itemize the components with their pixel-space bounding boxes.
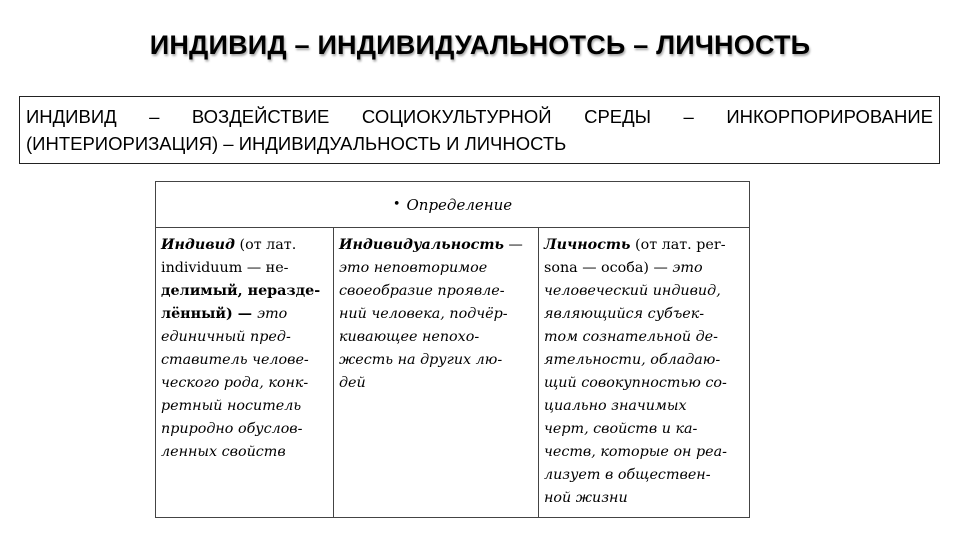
column-individualnost <box>334 228 539 517</box>
column-line: своеобразие проявле- <box>339 283 505 299</box>
table-header-label: Определение <box>406 195 513 214</box>
column-line <box>544 257 745 280</box>
column-lichnost <box>539 228 749 517</box>
text-fragment: — <box>503 237 523 253</box>
text-fragment: sona — особа) — <box>544 260 673 276</box>
column-line: делимый, неразде- <box>161 283 321 299</box>
table-body <box>156 228 749 517</box>
column-line: ческого рода, конк- <box>161 375 309 391</box>
column-line <box>544 234 745 257</box>
column-line: жесть на других лю- <box>339 352 503 368</box>
column-line: щий совокупностью со- <box>544 375 727 391</box>
column-line: ний человека, подчёр- <box>339 306 508 322</box>
text-fragment: это <box>257 306 288 322</box>
column-line: являющийся субъек- <box>544 306 705 322</box>
column-line: ретный носитель <box>161 398 302 414</box>
text-fragment: лённый) — <box>161 306 258 322</box>
text-fragment: это <box>672 260 703 276</box>
column-line: том сознательной де- <box>544 329 718 345</box>
column-line: честв, которые он реа- <box>544 444 727 460</box>
intro-line-2: (ИНТЕРИОРИЗАЦИЯ) – ИНДИВИДУАЛЬНОСТЬ И ЛИЧНОСТЬ <box>26 133 567 154</box>
term-individ: Индивид <box>161 237 235 253</box>
column-individ <box>156 228 334 517</box>
bullet-icon: • <box>392 197 401 212</box>
definition-table <box>155 181 750 518</box>
intro-dash: – <box>683 106 694 127</box>
column-line: кивающее непохо- <box>339 329 480 345</box>
column-line: ятельности, обладаю- <box>544 352 721 368</box>
column-line: дей <box>339 375 366 391</box>
intro-box <box>19 96 940 164</box>
column-line <box>161 303 329 326</box>
intro-word: ВОЗДЕЙСТВИЕ <box>191 106 330 127</box>
column-line <box>161 234 329 257</box>
text-fragment: (от лат. per- <box>630 237 726 253</box>
column-line: лизует в обществен- <box>544 467 711 483</box>
table-header <box>156 182 749 228</box>
term-lichnost: Личность <box>544 237 631 253</box>
column-line: individuum — не- <box>161 260 289 276</box>
column-line: черт, свойств и ка- <box>544 421 698 437</box>
text-fragment: (от лат. <box>235 237 297 253</box>
column-line: природно обуслов- <box>161 421 303 437</box>
slide-title: ИНДИВИД – ИНДИВИДУАЛЬНОТСЬ – ЛИЧНОСТЬ <box>149 30 811 60</box>
intro-word: ИНКОРПОРИРОВАНИЕ <box>726 106 933 127</box>
column-line <box>339 234 534 257</box>
term-individualnost: Индивидуальность <box>339 237 504 253</box>
intro-word: ИНДИВИД <box>26 106 117 127</box>
intro-word: СОЦИОКУЛЬТУРНОЙ <box>361 106 552 127</box>
column-line: ставитель челове- <box>161 352 309 368</box>
intro-dash: – <box>149 106 160 127</box>
column-line: ной жизни <box>544 490 628 506</box>
column-line: ленных свойств <box>161 444 286 460</box>
column-line: циально значимых <box>544 398 687 414</box>
column-line: человеческий индивид, <box>544 283 721 299</box>
column-line: единичный пред- <box>161 329 291 345</box>
intro-line-1 <box>26 103 933 130</box>
column-line: это неповторимое <box>339 260 488 276</box>
intro-word: СРЕДЫ <box>584 106 652 127</box>
